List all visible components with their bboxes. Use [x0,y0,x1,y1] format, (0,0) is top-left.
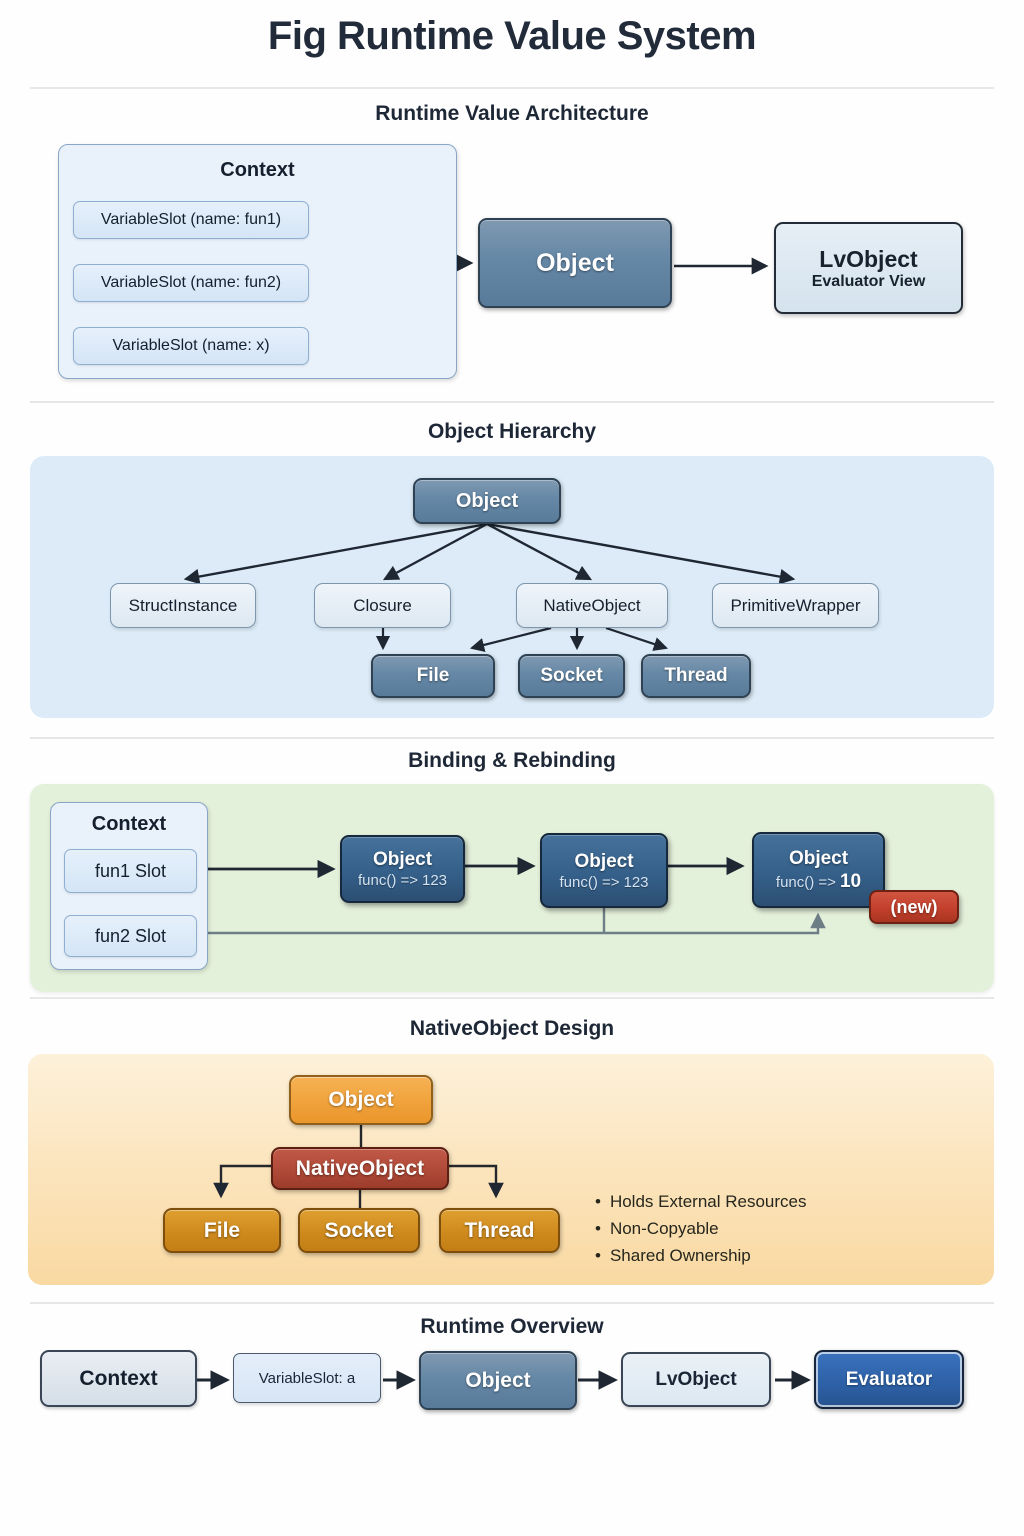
overview-context-node: Context [40,1350,197,1407]
binding-context-box [50,802,208,970]
lvobject-title: LvObject [819,245,918,272]
primitivewrapper-node: PrimitiveWrapper [712,583,879,628]
section-heading-overview: Runtime Overview [420,1315,604,1338]
section-heading-binding: Binding & Rebinding [408,749,616,772]
new-badge: (new) [869,890,959,924]
divider [30,1302,994,1304]
variable-slot-fun1: VariableSlot (name: fun1) [73,201,309,239]
binding-object-2 [540,833,668,908]
lvobject-node [774,222,963,314]
divider [30,401,994,403]
section-heading-architecture: Runtime Value Architecture [375,102,649,125]
bullet-non-copyable: • Non-Copyable [595,1219,719,1239]
figure-title: Fig Runtime Value System [267,14,757,58]
fun2-slot: fun2 Slot [64,915,197,957]
binding-object-3-title: Object [788,847,849,869]
context-box [58,144,457,379]
section-heading-hierarchy: Object Hierarchy [427,420,597,443]
section-heading-native-design: NativeObject Design [409,1017,615,1040]
binding-object-2-title: Object [574,850,634,872]
binding-context-label: Context [91,813,167,835]
binding-object-1-title: Object [372,849,433,870]
binding-object-1-detail: func() => 123 [357,872,448,889]
structinstance-node: StructInstance [110,583,256,628]
native-design-object-node: Object [289,1075,433,1125]
lvobject-subtitle: Evaluator View [811,272,926,290]
overview-lvobject-node: LvObject [621,1352,771,1407]
variable-slot-fun2: VariableSlot (name: fun2) [73,264,309,302]
native-design-socket-node: Socket [298,1208,420,1253]
native-design-nativeobject-node: NativeObject [271,1147,449,1190]
binding-object-3-detail: func() => 10 [775,870,862,892]
native-design-file-node: File [163,1208,281,1253]
overview-object-node: Object [419,1351,577,1410]
binding-object-3 [752,832,885,908]
object-root-node: Object [413,478,561,524]
variable-slot-x: VariableSlot (name: x) [73,327,309,365]
binding-object-1 [340,835,465,903]
divider [30,87,994,89]
object-node-architecture: Object [478,218,672,308]
thread-node: Thread [641,654,751,698]
context-label: Context [220,159,295,181]
nativeobject-node: NativeObject [516,583,668,628]
bullet-holds-external-resources: • Holds External Resources [595,1192,806,1212]
bullet-shared-ownership: • Shared Ownership [595,1246,751,1266]
overview-evaluator-node: Evaluator [814,1350,964,1409]
file-node: File [371,654,495,698]
socket-node: Socket [518,654,625,698]
divider [30,997,994,999]
overview-variableslot-node: VariableSlot: a [233,1353,381,1403]
divider [30,737,994,739]
closure-node: Closure [314,583,451,628]
native-design-thread-node: Thread [439,1208,560,1253]
fun1-slot: fun1 Slot [64,849,197,893]
binding-object-2-detail: func() => 123 [559,873,649,891]
